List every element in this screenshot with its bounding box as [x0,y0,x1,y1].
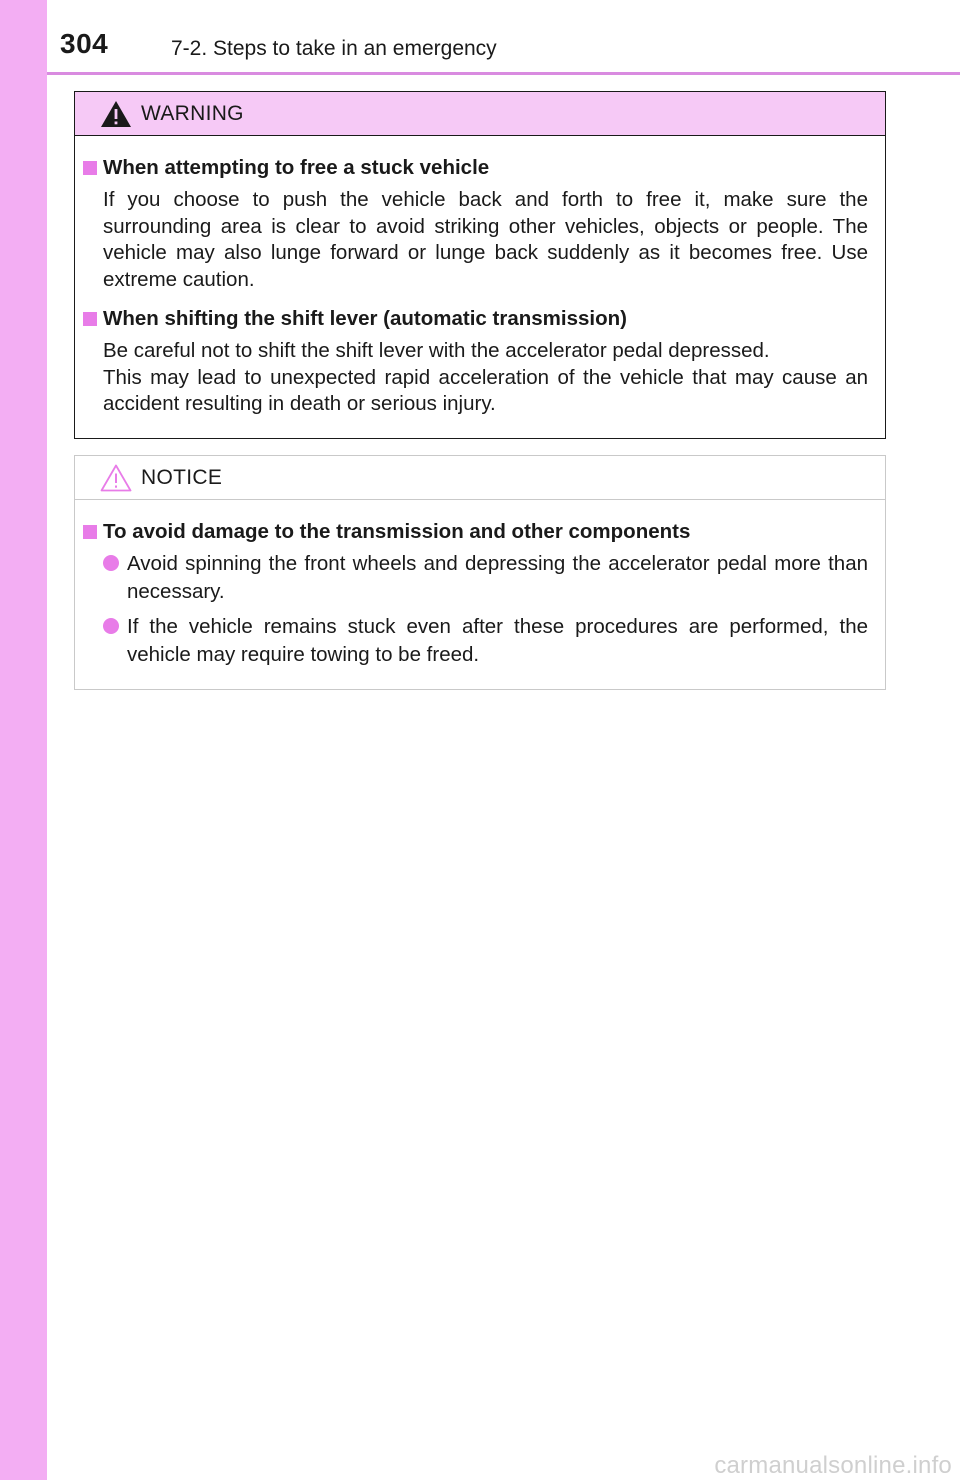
warning-label: WARNING [141,101,244,125]
warning-box [74,91,886,439]
square-bullet-icon [83,161,97,175]
warning-item-title: When attempting to free a stuck vehicle [103,156,490,179]
round-bullet-icon [103,618,119,634]
caution-triangle-outline-icon [99,463,133,493]
notice-bullet-list [83,550,868,668]
section-title: 7-2. Steps to take in an emergency [171,37,497,60]
round-bullet-icon [103,555,119,571]
notice-item-title: To avoid damage to the transmission and other components [103,520,691,543]
notice-box [74,455,886,690]
notice-item [83,518,868,668]
warning-header [75,92,885,136]
notice-bullet-text: If the vehicle remains stuck even after these procedures are performed, the vehicle may require towing to be freed. [127,615,868,666]
list-item [83,550,868,605]
watermark: carmanualsonline.info [714,1452,952,1479]
warning-item [83,305,868,418]
warning-item-paragraph: Be careful not to shift the shift lever with the accelerator pedal depressed. [103,339,770,362]
notice-header [75,456,885,500]
notice-label: NOTICE [141,465,223,489]
warning-body [75,136,885,418]
notice-bullet-text: Avoid spinning the front wheels and depressing the accelerator pedal more than necessary. [127,552,868,603]
square-bullet-icon [83,525,97,539]
list-item [83,613,868,668]
warning-item-title: When shifting the shift lever (automatic transmission) [103,307,627,330]
warning-triangle-icon [99,99,133,129]
header-divider [47,72,960,75]
page-number: 304 [60,28,109,59]
square-bullet-icon [83,312,97,326]
warning-item-paragraph: If you choose to push the vehicle back and forth to free it, make sure the surrounding area is clear to avoid striking other vehicles, objects or people. The vehicle may also lunge forward or lunge back suddenly as it becomes free. Use extreme caution. [103,188,868,291]
warning-item [83,154,868,293]
notice-body [75,500,885,668]
warning-item-paragraph: This may lead to unexpected rapid acceleration of the vehicle that may cause an accident resulting in death or serious injury. [103,365,868,415]
side-color-strip [0,0,47,1480]
